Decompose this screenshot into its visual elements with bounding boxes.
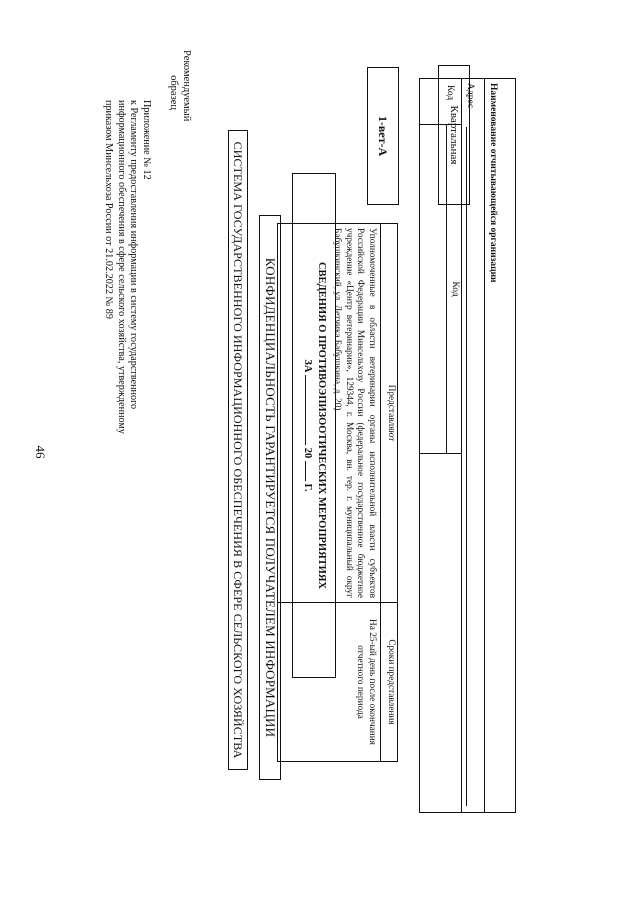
appendix-line: Приложение № 12 [141, 100, 152, 180]
appendix-line: информационного обеспечения в сфере сельского хозяйства, утвержденному [116, 100, 127, 434]
period-suffix: Г. [302, 483, 313, 492]
org-name-label: Наименование отчитывающейся организации [488, 83, 498, 283]
deadline-cell: На 25-ый день после окончания отчетного периода [278, 603, 381, 762]
table-row [278, 224, 381, 762]
recommended-sample-note [167, 50, 192, 122]
recommended-line: Рекомендуемый [181, 50, 192, 122]
periodicity-box: Квартальная [438, 65, 470, 205]
appendix-line: к Регламенту предоставления информации в систему государственного [128, 100, 140, 410]
report-title: СВЕДЕНИЯ О ПРОТИВОЭПИЗООТИЧЕСКИХ МЕРОПРИЯТИЯХ [316, 261, 327, 590]
table-header-row [381, 224, 398, 762]
page-number: 46 [33, 445, 48, 459]
recommended-line: образец [168, 75, 180, 110]
submission-table [277, 223, 398, 762]
org-address-label: Адрес [465, 83, 475, 109]
appendix-line: приказом Минсельхоза России от 21.02.2022 № 89 [103, 100, 115, 319]
code-cell [420, 124, 461, 454]
org-name-row [484, 79, 515, 812]
confidentiality-box: КОНФИДЕНЦИАЛЬНОСТЬ ГАРАНТИРУЕТСЯ ПОЛУЧАТЕЛЕМ ИНФОРМАЦИИ [259, 215, 281, 780]
period-prefix: ЗА [302, 359, 313, 373]
system-title-box: СИСТЕМА ГОСУДАРСТВЕННОГО ИНФОРМАЦИОННОГО ОБЕСПЕЧЕНИЯ В СФЕРЕ СЕЛЬСКОГО ХОЗЯЙСТВА [228, 130, 248, 770]
appendix-note [102, 100, 152, 460]
submitters-cell: Уполномоченные в области ветеринарии органы исполнительной власти субъектов Российской Федерации Минсельхозу России (федеральное государственное бюджетное учреждение «Центр ветеринарии», 129344, г. Москва, вн. тер. г. муниципальный округ Бабушкинский, ул. Летчика Бабушкина, д. 20) [278, 224, 381, 603]
period-year: 20 [302, 447, 313, 459]
code-header: Код [446, 125, 461, 453]
org-address-row [461, 79, 484, 812]
header-deadline: Сроки представления [381, 603, 398, 762]
form-code-box: 1-вет-А [367, 67, 399, 205]
organization-block [419, 78, 516, 813]
org-code-label: Код [445, 85, 455, 101]
header-submitters: Представляют [381, 224, 398, 603]
address-line [466, 127, 467, 806]
org-code-row [419, 79, 461, 812]
